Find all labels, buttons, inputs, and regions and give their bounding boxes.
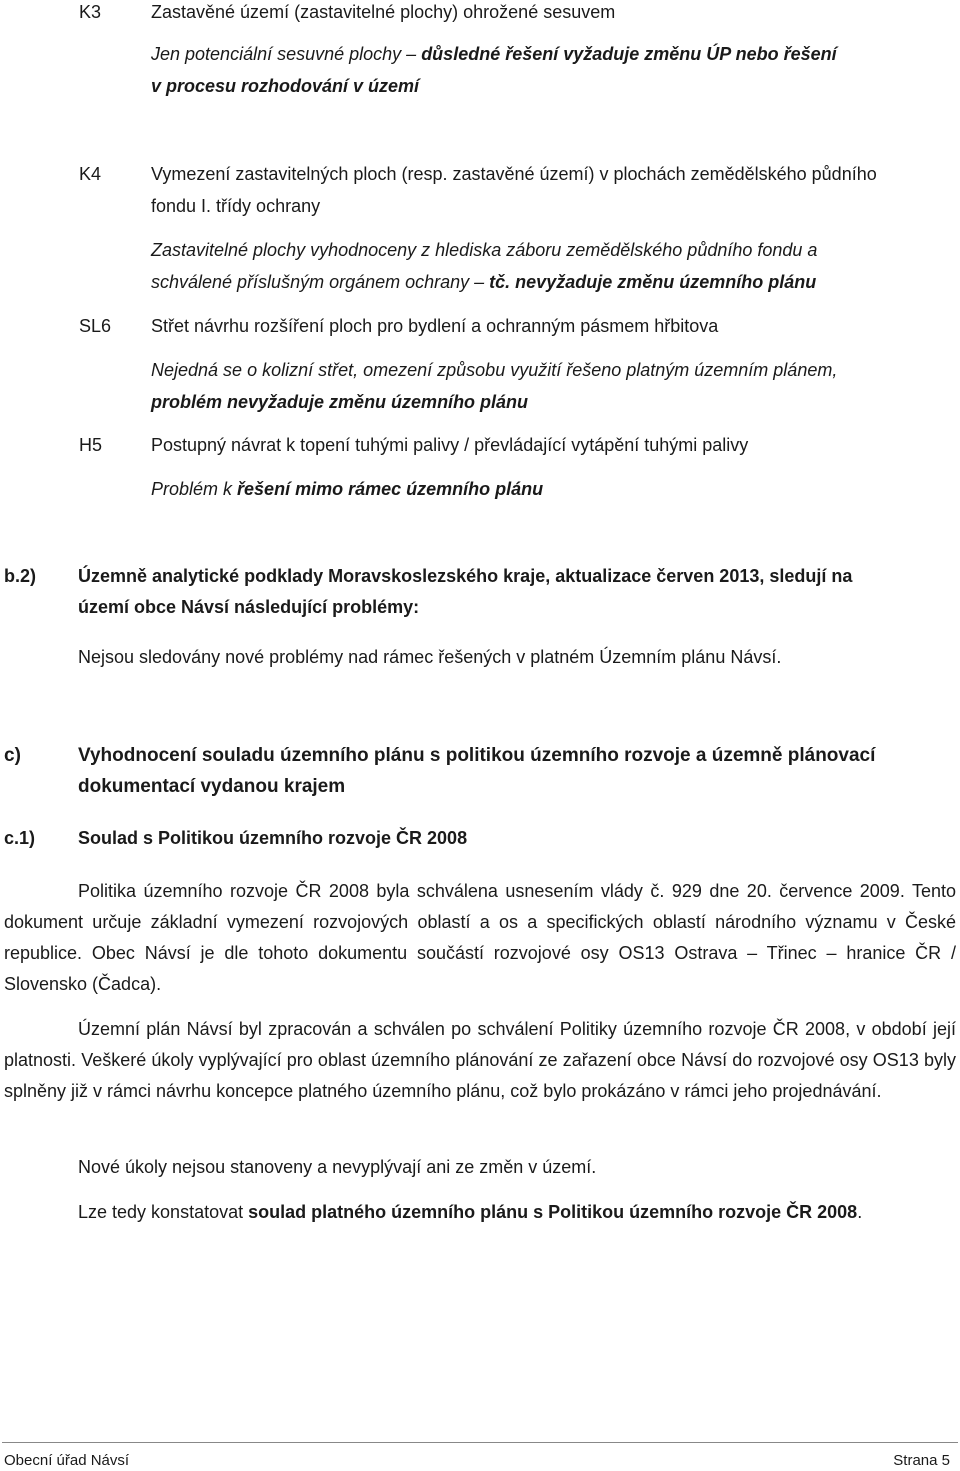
item-code-k3: K3 — [79, 2, 102, 22]
section-c1-paragraph-2: Územní plán Návsí byl zpracován a schválen po schválení Politiky územního rozvoje ČR 2008, v období její platnosti. Veškeré úkoly vyplývající pro oblast územního plánování ze zařazení obce Návsí do rozvojové osy OS13 byly splněny již v rámci návrhu koncepce platného územního plánu, což bylo prokázáno v rámci jeho projednávání. — [4, 1019, 956, 1101]
item-note-k3: Jen potenciální sesuvné plochy – důsledné řešení vyžaduje změnu ÚP nebo řešení — [151, 44, 837, 64]
item-note-k4: Zastavitelné plochy vyhodnoceny z hlediska záboru zemědělského půdního fondu a — [151, 240, 818, 260]
section-c-number: c) — [4, 745, 21, 766]
footer-divider — [2, 1442, 958, 1443]
item-note-sl6-line2: problém nevyžaduje změnu územního plánu — [151, 392, 529, 412]
item-title-k4-line2: fondu I. třídy ochrany — [151, 196, 321, 216]
section-b2-text: Nejsou sledovány nové problémy nad rámec řešených v platném Územním plánu Návsí. — [78, 647, 782, 667]
item-code-h5: H5 — [79, 435, 103, 455]
item-title-sl6: Střet návrhu rozšíření ploch pro bydlení a ochranným pásmem hřbitova — [151, 316, 719, 336]
footer-page-number: Strana 5 — [893, 1452, 950, 1469]
item-note-h5: Problém k řešení mimo rámec územního plánu — [151, 479, 544, 499]
section-b2-title: Územně analytické podklady Moravskoslezského kraje, aktualizace červen 2013, sledují na — [78, 566, 853, 586]
section-c1-title: Soulad s Politikou územního rozvoje ČR 2008 — [78, 828, 468, 848]
section-c1-paragraph-4: Lze tedy konstatovat soulad platného územního plánu s Politikou územního rozvoje ČR 2008. — [78, 1202, 863, 1222]
section-c1-paragraph-3: Nové úkoly nejsou stanoveny a nevyplývají ani ze změn v území. — [78, 1157, 597, 1177]
section-c1-paragraph-1: Politika územního rozvoje ČR 2008 byla schválena usnesením vlády č. 929 dne 20. července 2009. Tento dokument určuje základní vymezení rozvojových oblastí a os a specifických oblastí národního významu v České republice. Obec Návsí je dle tohoto dokumentu součástí rozvojové osy OS13 Ostrava – Třinec – hranice ČR / Slovensko (Čadca). — [4, 881, 956, 994]
item-note-k4-line2: schválené příslušným orgánem ochrany – tč. nevyžaduje změnu územního plánu — [151, 272, 817, 292]
section-b2-number: b.2) — [4, 566, 37, 586]
item-title-k3: Zastavěné území (zastavitelné plochy) ohrožené sesuvem — [151, 2, 616, 22]
footer-left: Obecní úřad Návsí — [4, 1452, 130, 1469]
item-note-sl6: Nejedná se o kolizní střet, omezení způsobu využití řešeno platným územním plánem, — [151, 360, 838, 380]
section-c-title: Vyhodnocení souladu územního plánu s politikou územního rozvoje a územně plánovací — [78, 745, 876, 766]
item-title-k4: Vymezení zastavitelných ploch (resp. zastavěné území) v plochách zemědělského půdního — [151, 164, 877, 184]
section-c-title-line2: dokumentací vydanou krajem — [78, 776, 346, 797]
section-c1-number: c.1) — [4, 828, 36, 848]
item-code-sl6: SL6 — [79, 316, 112, 336]
item-note-k3-line2: v procesu rozhodování v území — [151, 76, 420, 96]
section-b2-title-line2: území obce Návsí následující problémy: — [78, 597, 420, 617]
item-code-k4: K4 — [79, 164, 102, 184]
item-title-h5: Postupný návrat k topení tuhými palivy / převládající vytápění tuhými palivy — [151, 435, 749, 455]
